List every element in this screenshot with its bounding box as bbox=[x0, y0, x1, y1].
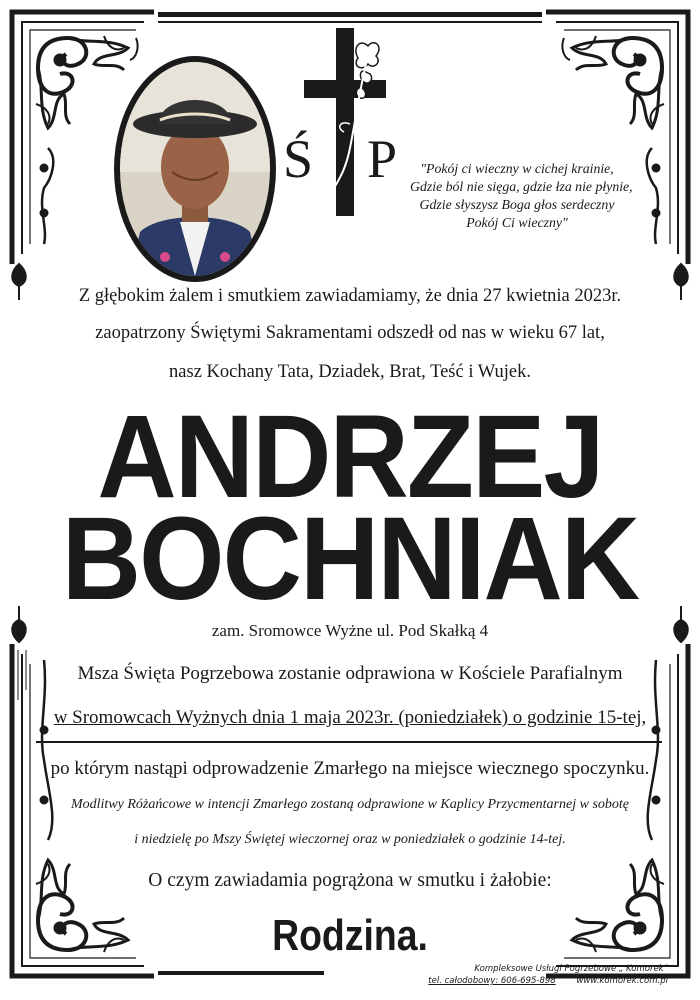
prayer-info-line: i niedzielę po Mszy Świętej wieczornej oraz w poniedziałek o godzinie 14-tej. bbox=[134, 832, 566, 847]
footer-phone: tel. całodobowy: 606-695-898 bbox=[428, 976, 556, 986]
deceased-last-name: BOCHNIAK bbox=[61, 493, 639, 625]
funeral-burial-line: po którym nastąpi odprowadzenie Zmarłego na miejsce wiecznego spoczynku. bbox=[50, 758, 650, 779]
top-border bbox=[158, 12, 542, 17]
portrait-photo bbox=[120, 62, 270, 276]
letter-s: Ś bbox=[283, 129, 314, 189]
announcement-line: nasz Kochany Tata, Dziadek, Brat, Teść i Wujek. bbox=[169, 362, 531, 382]
closing-line: O czym zawiadamia pogrążona w smutku i żałobie: bbox=[148, 870, 552, 891]
poem-line: Pokój Ci wieczny" bbox=[466, 215, 568, 230]
footer-company: Kompleksowe Usługi Pogrzebowe „ Komorek” bbox=[474, 964, 668, 974]
footer-credits bbox=[330, 963, 668, 987]
poem-line: "Pokój ci wieczny w cichej krainie, bbox=[420, 161, 614, 176]
letter-p: P bbox=[367, 129, 398, 189]
cross-with-lily-icon bbox=[300, 28, 390, 218]
bottom-border bbox=[158, 971, 324, 975]
deceased-address: zam. Sromowce Wyżne ul. Pod Skałką 4 bbox=[211, 621, 489, 640]
poem-line: Gdzie ból nie sięga, gdzie łza nie płynie, bbox=[410, 179, 633, 194]
deceased-first-name: ANDRZEJ bbox=[97, 391, 603, 523]
funeral-mass-line: Msza Święta Pogrzebowa zostanie odprawiona w Kościele Parafialnym bbox=[77, 663, 623, 684]
funeral-divider bbox=[36, 741, 662, 743]
funeral-date-line: w Sromowcach Wyżnych dnia 1 maja 2023r. (poniedziałek) o godzinie 15-tej, bbox=[53, 707, 647, 728]
announcement-line: Z głębokim żalem i smutkiem zawiadamiamy, że dnia 27 kwietnia 2023r. bbox=[78, 286, 622, 306]
top-border-inner bbox=[158, 21, 542, 23]
poem-line: Gdzie słyszysz Boga głos serdeczny bbox=[419, 197, 615, 212]
footer-website: www.komorek.com.pl bbox=[576, 976, 668, 986]
prayer-info-line: Modlitwy Różańcowe w intencji Zmarłego zostaną odprawione w Kaplicy Przycmentarnej w sobotę bbox=[70, 797, 629, 812]
announcement-line: zaopatrzony Świętymi Sakramentami odszedł od nas w wieku 67 lat, bbox=[95, 323, 605, 343]
signature-family: Rodzina. bbox=[272, 911, 428, 960]
poem bbox=[410, 160, 633, 232]
